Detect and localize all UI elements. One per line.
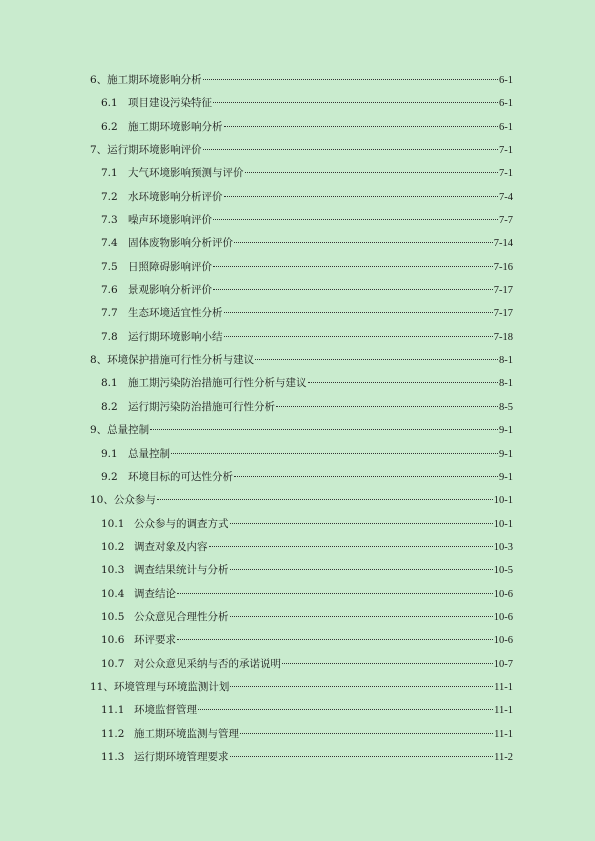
toc-section-number: 7.5 [101,260,118,273]
toc-section-entry[interactable] [90,723,513,746]
toc-page-number: 7-4 [499,191,513,203]
toc-dot-leader [157,493,493,500]
toc-section-entry[interactable] [90,92,513,115]
toc-section-number: 6.1 [101,97,118,110]
toc-page-number: 9-1 [499,471,513,483]
toc-section-number: 10.5 [101,610,125,623]
toc-page-number: 10-6 [493,588,513,600]
toc-entry-title: 环境目标的可达性分析 [128,470,233,483]
toc-section-number: 7.8 [101,330,118,343]
toc-section-number: 10.6 [101,634,125,647]
toc-entry-title: 环评要求 [134,634,176,647]
toc-dot-leader [230,517,493,524]
toc-dot-leader [171,447,498,454]
toc-dot-leader [230,610,493,617]
toc-entry-title: 环境监督管理 [134,704,197,717]
toc-entry-title: 施工期污染防治措施可行性分析与建议 [128,377,307,390]
toc-section-entry[interactable] [90,653,513,676]
toc-dot-leader [213,283,493,290]
toc-page-number: 7-16 [493,261,513,273]
toc-chapter-entry[interactable] [90,69,513,92]
toc-page-number: 7-17 [493,285,513,297]
toc-page-number: 8-1 [499,355,513,367]
toc-section-number: 8.1 [101,377,118,390]
toc-page-number: 10-5 [493,565,513,577]
toc-entry-title: 7、运行期环境影响评价 [90,144,202,157]
toc-entry-title: 11、环境管理与环境监测计划 [90,680,230,693]
toc-section-entry[interactable] [90,116,513,139]
toc-chapter-entry[interactable] [90,676,513,699]
toc-entry-title: 运行期环境影响小结 [128,330,223,343]
toc-dot-leader [276,400,498,407]
toc-entry-title: 日照障碍影响评价 [128,260,212,273]
toc-entry-title: 施工期环境监测与管理 [134,727,239,740]
toc-page-number: 10-6 [493,635,513,647]
toc-section-number: 9.1 [101,447,118,460]
toc-entry-title: 调查对象及内容 [134,540,208,553]
toc-dot-leader [213,96,498,103]
toc-section-entry[interactable] [90,559,513,582]
toc-entry-title: 公众参与的调查方式 [134,517,229,530]
toc-section-number: 7.4 [101,237,118,250]
toc-section-number: 8.2 [101,400,118,413]
toc-entry-title: 公众意见合理性分析 [134,610,229,623]
toc-dot-leader [230,680,493,687]
toc-dot-leader [177,633,493,640]
toc-dot-leader [230,563,493,570]
toc-section-entry[interactable] [90,536,513,559]
toc-entry-title: 调查结论 [134,587,176,600]
toc-page-number: 11-1 [494,681,513,693]
toc-section-number: 11.2 [101,727,125,740]
table-of-contents [90,69,513,769]
toc-section-entry[interactable] [90,746,513,769]
toc-section-number: 10.1 [101,517,125,530]
toc-section-entry[interactable] [90,232,513,255]
toc-dot-leader [209,540,493,547]
toc-dot-leader [234,470,498,477]
toc-entry-title: 8、环境保护措施可行性分析与建议 [90,354,255,367]
toc-dot-leader [224,330,493,337]
toc-page-number: 9-1 [499,425,513,437]
toc-dot-leader [224,120,499,127]
toc-page-number: 10-1 [493,495,513,507]
toc-page-number: 8-5 [499,401,513,413]
toc-dot-leader [234,236,493,243]
toc-dot-leader [230,750,494,757]
toc-section-entry[interactable] [90,443,513,466]
toc-section-entry[interactable] [90,186,513,209]
toc-dot-leader [224,306,493,313]
toc-section-entry[interactable] [90,279,513,302]
toc-page-number: 7-1 [499,145,513,157]
toc-page-number: 6-1 [499,98,513,110]
toc-dot-leader [203,143,498,150]
toc-section-number: 7.6 [101,284,118,297]
toc-entry-title: 噪声环境影响评价 [128,214,212,227]
toc-section-number: 9.2 [101,470,118,483]
toc-entry-title: 水环境影响分析评价 [128,190,223,203]
toc-section-number: 7.7 [101,307,118,320]
toc-page-number: 11-1 [494,728,513,740]
toc-page-number: 9-1 [499,448,513,460]
toc-entry-title: 调查结果统计与分析 [134,564,229,577]
toc-section-entry[interactable] [90,466,513,489]
toc-page-number: 7-7 [499,215,513,227]
toc-dot-leader [240,727,493,734]
toc-section-entry[interactable] [90,256,513,279]
toc-section-number: 10.2 [101,540,125,553]
toc-section-number: 7.3 [101,214,118,227]
toc-chapter-entry[interactable] [90,419,513,442]
toc-dot-leader [245,166,499,173]
toc-entry-title: 项目建设污染特征 [128,97,212,110]
toc-section-number: 11.1 [101,704,125,717]
toc-page-number: 10-3 [493,541,513,553]
toc-chapter-entry[interactable] [90,139,513,162]
toc-section-entry[interactable] [90,606,513,629]
toc-section-entry[interactable] [90,699,513,722]
toc-page-number: 7-14 [493,238,513,250]
toc-section-entry[interactable] [90,162,513,185]
toc-section-number: 6.2 [101,120,118,133]
toc-entry-title: 6、施工期环境影响分析 [90,74,202,86]
toc-page-number: 6-1 [499,75,513,86]
toc-section-entry[interactable] [90,583,513,606]
toc-section-entry[interactable] [90,513,513,536]
toc-dot-leader [282,657,493,664]
toc-dot-leader [255,353,498,360]
toc-entry-title: 对公众意见采纳与否的承诺说明 [134,657,281,670]
toc-section-number: 7.2 [101,190,118,203]
toc-section-entry[interactable] [90,326,513,349]
toc-section-number: 7.1 [101,167,118,180]
toc-page-number: 7-17 [493,308,513,320]
toc-section-number: 11.3 [101,750,125,763]
toc-section-entry[interactable] [90,396,513,419]
toc-section-entry[interactable] [90,629,513,652]
toc-entry-title: 大气环境影响预测与评价 [128,167,244,180]
toc-chapter-entry[interactable] [90,349,513,372]
toc-dot-leader [308,376,499,383]
toc-page-number: 11-2 [494,751,513,763]
toc-section-number: 10.3 [101,564,125,577]
toc-page-number: 10-1 [493,518,513,530]
toc-section-number: 10.7 [101,657,125,670]
toc-dot-leader [224,190,499,197]
toc-section-entry[interactable] [90,209,513,232]
toc-dot-leader [213,213,498,220]
toc-entry-title: 总量控制 [128,447,170,460]
toc-page-number: 10-6 [493,611,513,623]
toc-page-number: 11-1 [494,705,513,717]
toc-entry-title: 固体废物影响分析评价 [128,237,233,250]
toc-section-number: 10.4 [101,587,125,600]
toc-section-entry[interactable] [90,372,513,395]
toc-dot-leader [198,703,493,710]
toc-entry-title: 景观影响分析评价 [128,284,212,297]
toc-page-number: 8-1 [499,378,513,390]
toc-entry-title: 运行期环境管理要求 [134,750,229,763]
toc-entry-title: 运行期污染防治措施可行性分析 [128,400,275,413]
toc-dot-leader [177,587,493,594]
toc-chapter-entry[interactable] [90,489,513,512]
toc-entry-title: 10、公众参与 [90,494,156,507]
toc-entry-title: 施工期环境影响分析 [128,120,223,133]
toc-page-number: 7-18 [493,331,513,343]
toc-page-number: 7-1 [499,168,513,180]
toc-section-entry[interactable] [90,302,513,325]
toc-page-number: 6-1 [499,121,513,133]
toc-dot-leader [203,73,498,80]
toc-dot-leader [213,260,493,267]
toc-dot-leader [150,423,498,430]
toc-page-number: 10-7 [493,658,513,670]
toc-entry-title: 生态环境适宜性分析 [128,307,223,320]
toc-entry-title: 9、总量控制 [90,424,150,437]
